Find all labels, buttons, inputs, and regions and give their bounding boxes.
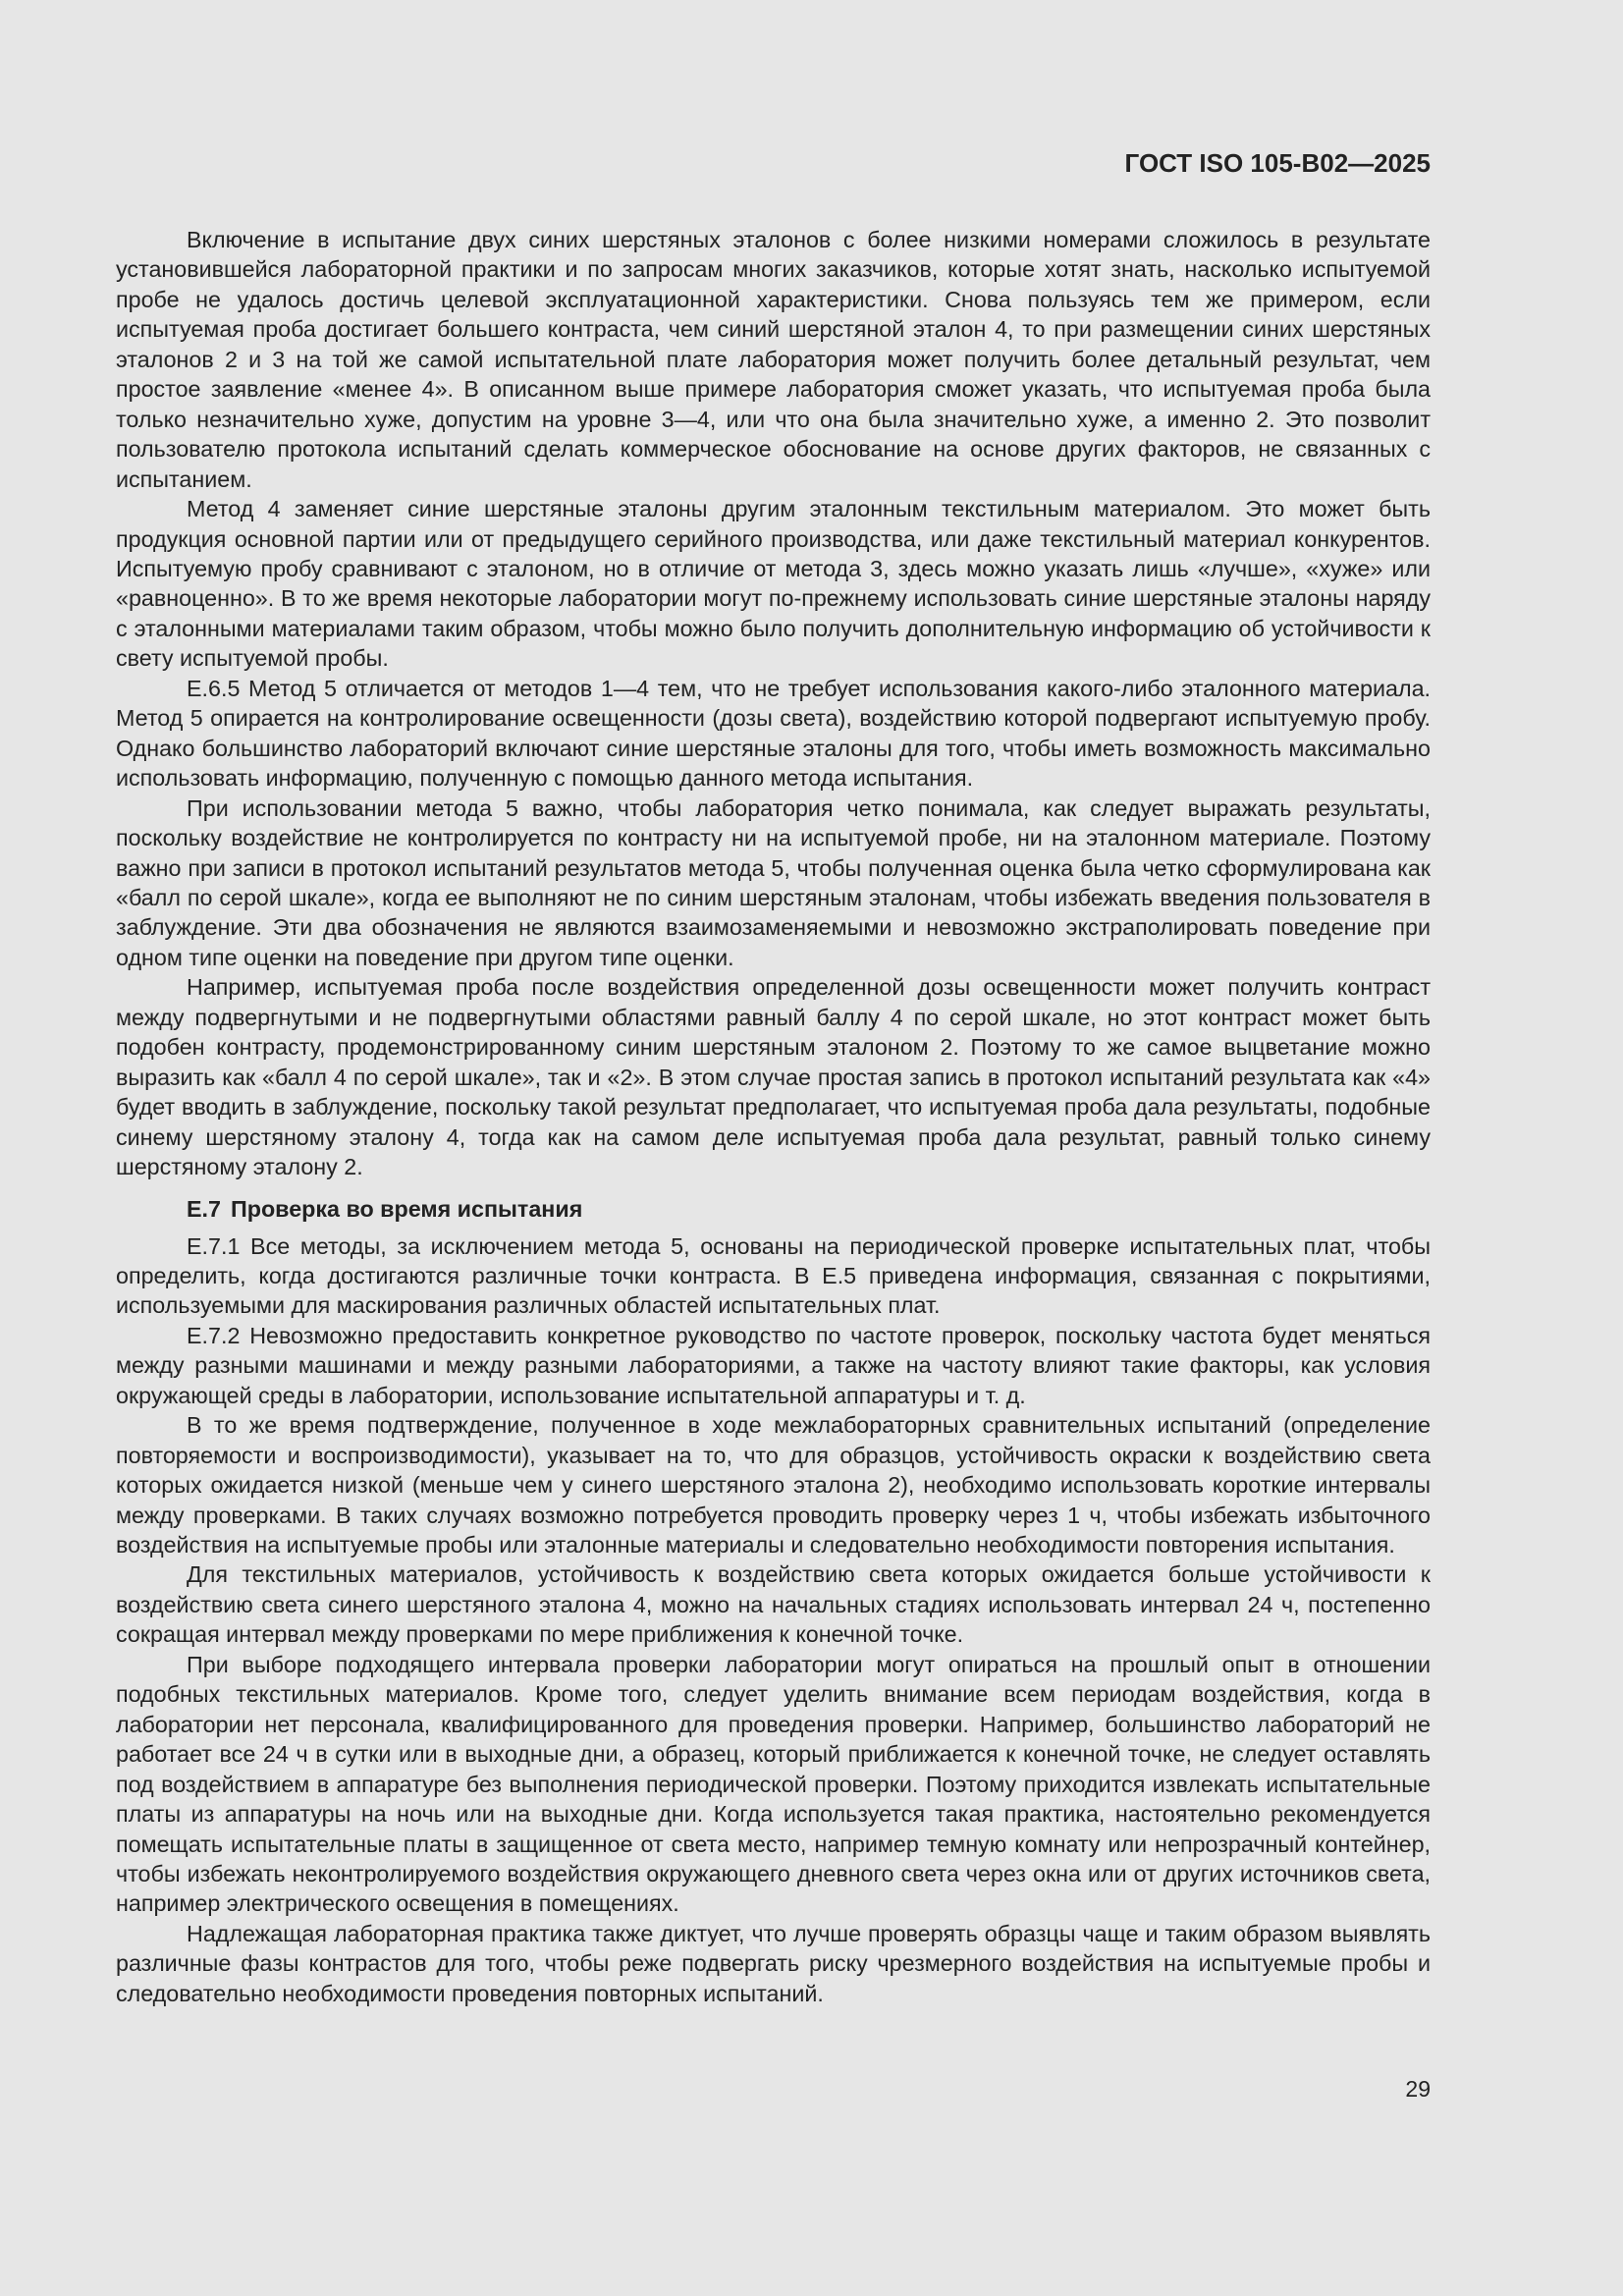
paragraph-high-fastness-textiles: Для текстильных материалов, устойчивость к воздействию света которых ожидается больше устойчивости к воздействию света синего шерстяного эталона 4, можно на начальных стадиях использовать интервал 24 ч, постепенно сокращая интервал между проверками по мере приближения к конечной точке. [116,1561,1431,1648]
paragraph-interlab-confirmation: В то же время подтверждение, полученное в ходе межлабораторных сравнительных испытаний (определение повторяемости и воспроизводимости), указывает на то, что для образцов, устойчивость окраски к воздействию света которых ожидается низкой (меньше чем у синего шерстяного эталона 2), необходимо использовать короткие интервалы между проверками. В таких случаях возможно потребуется проводить проверку через 1 ч, чтобы избежать избыточного воздействия на испытуемые пробы или эталонные материалы и следовательно необходимости повторения испытания. [116,1412,1431,1558]
page-number: 29 [1405,2076,1431,2102]
paragraph-good-lab-practice: Надлежащая лабораторная практика также диктует, что лучше проверять образцы чаще и таким образом выявлять различные фазы контрастов для того, чтобы реже подвергать риску чрезмерного воздействия на испытуемые пробы и следовательно необходимости проведения повторных испытаний. [116,1920,1431,2006]
standard-code-header: ГОСТ ISO 105-B02—2025 [1124,148,1431,178]
section-number: Е.7 [187,1195,221,1222]
paragraph-method-4: Метод 4 заменяет синие шерстяные эталоны другим эталонным текстильным материалом. Это может быть продукция основной партии или от предыдущего серийного производства, или даже текстильный материал конкурентов. Испытуемую пробу сравнивают с эталоном, но в отличие от метода 3, здесь можно указать лишь «лучше», «хуже» или «равноценно». В то же время некоторые лаборатории могут по-прежнему использовать синие шерстяные эталоны наряду с эталонными материалами таким образом, чтобы можно было получить дополнительную информацию об устойчивости к свету испытуемой пробы. [116,496,1431,672]
paragraph-example-grey-scale: Например, испытуемая проба после воздействия определенной дозы освещенности может получить контраст между подвергнутыми и не подвергнутыми областями равный баллу 4 по серой шкале, но этот контраст может быть подобен контрасту, продемонстрированному синим шерстяным эталоном 2. Поэтому то же самое выцветание можно выразить как «балл 4 по серой шкале», так и «2». В этом случае простая запись в протокол испытаний результата как «4» будет вводить в заблуждение, поскольку такой результат предполагает, что испытуемая проба дала результаты, подобные синему шерстяному эталону 4, тогда как на самом деле испытуемая проба дала результат, равный только синему шерстяному эталону 2. [116,974,1431,1180]
paragraph-e-7-2: Е.7.2 Невозможно предоставить конкретное руководство по частоте проверок, поскольку частота будет меняться между разными машинами и между разными лабораториями, а также на частоту влияют такие факторы, как условия окружающей среды в лаборатории, использование испытательной аппаратуры и т. д. [116,1322,1431,1408]
paragraph-interval-selection: При выборе подходящего интервала проверки лаборатории могут опираться на прошлый опыт в отношении подобных текстильных материалов. Кроме того, следует уделить внимание всем периодам воздействия, когда в лаборатории нет персонала, квалифицированного для проведения проверки. Например, большинство лабораторий не работает все 24 ч в сутки или в выходные дни, а образец, который приближается к конечной точке, не следует оставлять под воздействием в аппаратуре без выполнения периодической проверки. Поэтому приходится извлекать испытательные платы из аппаратуры на ночь или на выходные дни. Когда используется такая практика, настоятельно рекомендуется помещать испытательные платы в защищенное от света место, например темную комнату или непрозрачный контейнер, чтобы избежать неконтролируемого воздействия окружающего дневного света через окна или от других источников света, например электрического освещения в помещениях. [116,1651,1431,1917]
section-heading [116,1194,1431,1224]
paragraph-blue-wool-lower-numbers: Включение в испытание двух синих шерстяных эталонов с более низкими номерами сложилось в результате установившейся лабораторной практики и по запросам многих заказчиков, которые хотят знать, насколько испытуемой пробе не удалось достичь целевой эксплуатационной характеристики. Снова пользуясь тем же примером, если испытуемая проба достигает большего контраста, чем синий шерстяной эталон 4, то при размещении синих шерстяных эталонов 2 и 3 на той же самой испытательной плате лаборатория может получить более детальный результат, чем простое заявление «менее 4». В описанном выше примере лаборатория сможет указать, что испытуемая проба была только незначительно хуже, допустим на уровне 3—4, или что она была значительно хуже, а именно 2. Это позволит пользователю протокола испытаний сделать коммерческое обоснование на основе других факторов, не связанных с испытанием. [116,227,1431,492]
section-title: Проверка во время испытания [230,1195,583,1222]
paragraph-e-7-1: Е.7.1 Все методы, за исключением метода 5, основаны на периодической проверке испытательных плат, чтобы определить, когда достигаются различные точки контраста. В Е.5 приведена информация, связанная с покрытиями, используемыми для маскирования различных областей испытательных плат. [116,1232,1431,1319]
paragraph-e-6-5: Е.6.5 Метод 5 отличается от методов 1—4 тем, что не требует использования какого-либо эталонного материала. Метод 5 опирается на контролирование освещенности (дозы света), воздействию которой подвергают испытуемую пробу. Однако большинство лабораторий включают синие шерстяные эталоны для того, чтобы иметь возможность максимально использовать информацию, полученную с помощью данного метода испытания. [116,675,1431,792]
paragraph-method-5-reporting: При использовании метода 5 важно, чтобы лаборатория четко понимала, как следует выражать результаты, поскольку воздействие не контролируется по контрасту ни на испытуемой пробе, ни на эталонном материале. Поэтому важно при записи в протокол испытаний результатов метода 5, чтобы полученная оценка была четко сформулирована как «балл по серой шкале», когда ее выполняют не по синим шерстяным эталонам, чтобы избежать введения пользователя в заблуждение. Эти два обозначения не являются взаимозаменяемыми и невозможно экстраполировать поведение при одном типе оценки на поведение при другом типе оценки. [116,794,1431,970]
page-body [116,225,1431,2008]
